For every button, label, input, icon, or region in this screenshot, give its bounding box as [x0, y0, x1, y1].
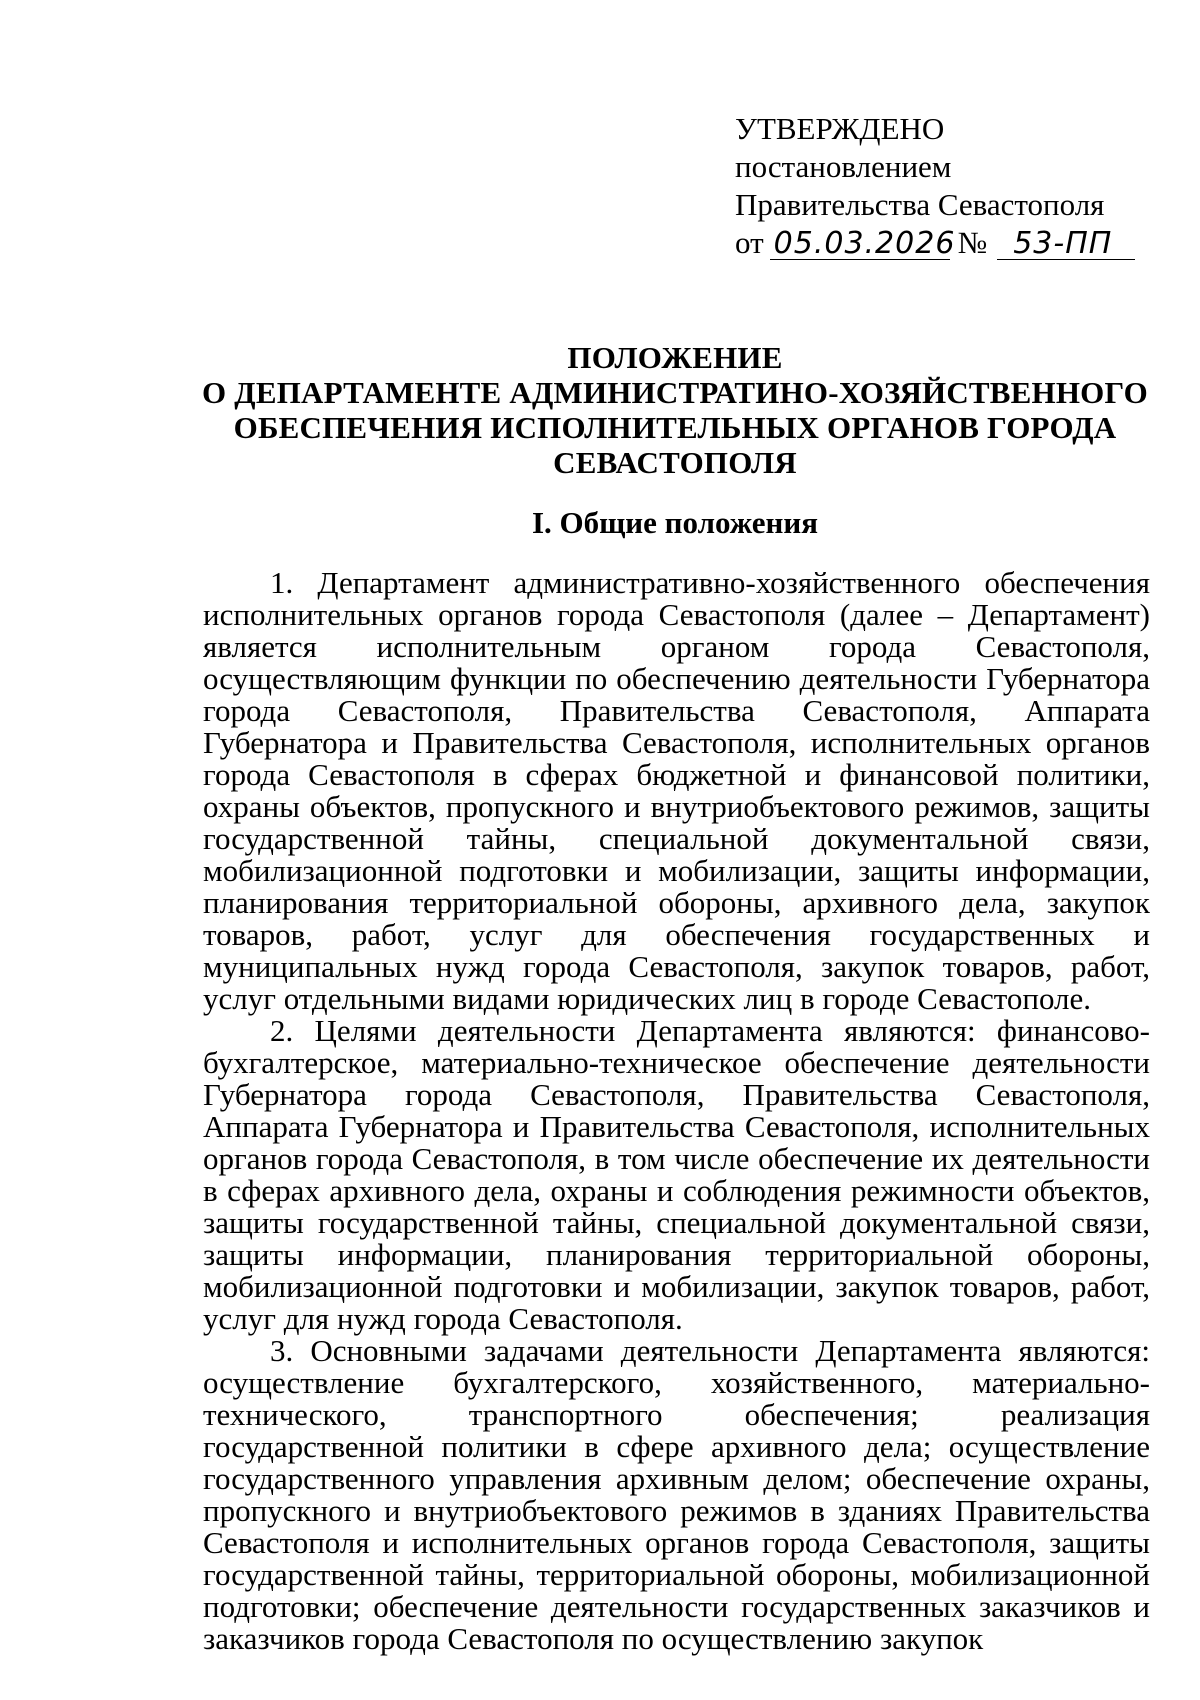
approval-heading: УТВЕРЖДЕНО: [735, 111, 945, 146]
paragraph-3: 3. Основными задачами деятельности Департамента являются: осуществление бухгалтерского, хозяйственного, материально-технического, транспортного обеспечения; реализация государственной политики в сфере архивного дела; осуществление государственного управления архивным делом; обеспечение охраны, пропускного и внутриобъектового режимов в зданиях Правительства Севастополя и исполнительных органов города Севастополя, защиты государственной тайны, территориальной обороны, мобилизационной подготовки; обеспечение деятельности государственных заказчиков и заказчиков города Севастополя по осуществлению закупок: [203, 1333, 1150, 1656]
approval-date-line: [735, 224, 1135, 262]
paragraph-2: 2. Целями деятельности Департамента являются: финансово-бухгалтерское, материально-техническое обеспечение деятельности Губернатора города Севастополя, Правительства Севастополя, Аппарата Губернатора и Правительства Севастополя, исполнительных органов города Севастополя, в том числе обеспечение их деятельности в сферах архивного дела, охраны и соблюдения режимности объектов, защиты государственной тайны, специальной документальной связи, защиты информации, планирования территориальной обороны, мобилизационной подготовки и мобилизации, закупок товаров, работ, услуг для нужд города Севастополя.: [203, 1013, 1150, 1336]
approval-number: 53-ПП: [997, 229, 1135, 260]
title-line-2: О ДЕПАРТАМЕНТЕ АДМИНИСТРАТИНО-ХОЗЯЙСТВЕННОГО: [202, 375, 1148, 410]
document-title: [150, 340, 1200, 480]
section-heading: I. Общие положения: [531, 505, 819, 540]
approval-from-label: от: [735, 225, 764, 260]
title-line-3: ОБЕСПЕЧЕНИЯ ИСПОЛНИТЕЛЬНЫХ ОРГАНОВ ГОРОДА: [233, 410, 1117, 445]
title-line-1: ПОЛОЖЕНИЕ: [567, 340, 783, 375]
approval-date: 05.03.2026: [770, 229, 950, 260]
approval-stamp: [735, 110, 1135, 262]
approval-resolution-label: постановлением: [735, 149, 952, 184]
title-line-4: СЕВАСТОПОЛЯ: [553, 445, 797, 480]
approval-authority: Правительства Севастополя: [735, 187, 1105, 222]
number-sign: №: [957, 225, 988, 260]
paragraph-1: 1. Департамент административно-хозяйственного обеспечения исполнительных органов города Севастополя (далее – Департамент) является исполнительным органом города Севастополя, осуществляющим функции по обеспечению деятельности Губернатора города Севастополя, Правительства Севастополя, Аппарата Губернатора и Правительства Севастополя, исполнительных органов города Севастополя в сферах бюджетной и финансовой политики, охраны объектов, пропускного и внутриобъектового режимов, защиты государственной тайны, специальной документальной связи, мобилизационной подготовки и мобилизации, защиты информации, планирования территориальной обороны, архивного дела, закупок товаров, работ, услуг для обеспечения государственных и муниципальных нужд города Севастополя, закупок товаров, работ, услуг отдельными видами юридических лиц в городе Севастополе.: [203, 565, 1150, 1016]
document-body: [203, 567, 1150, 1655]
